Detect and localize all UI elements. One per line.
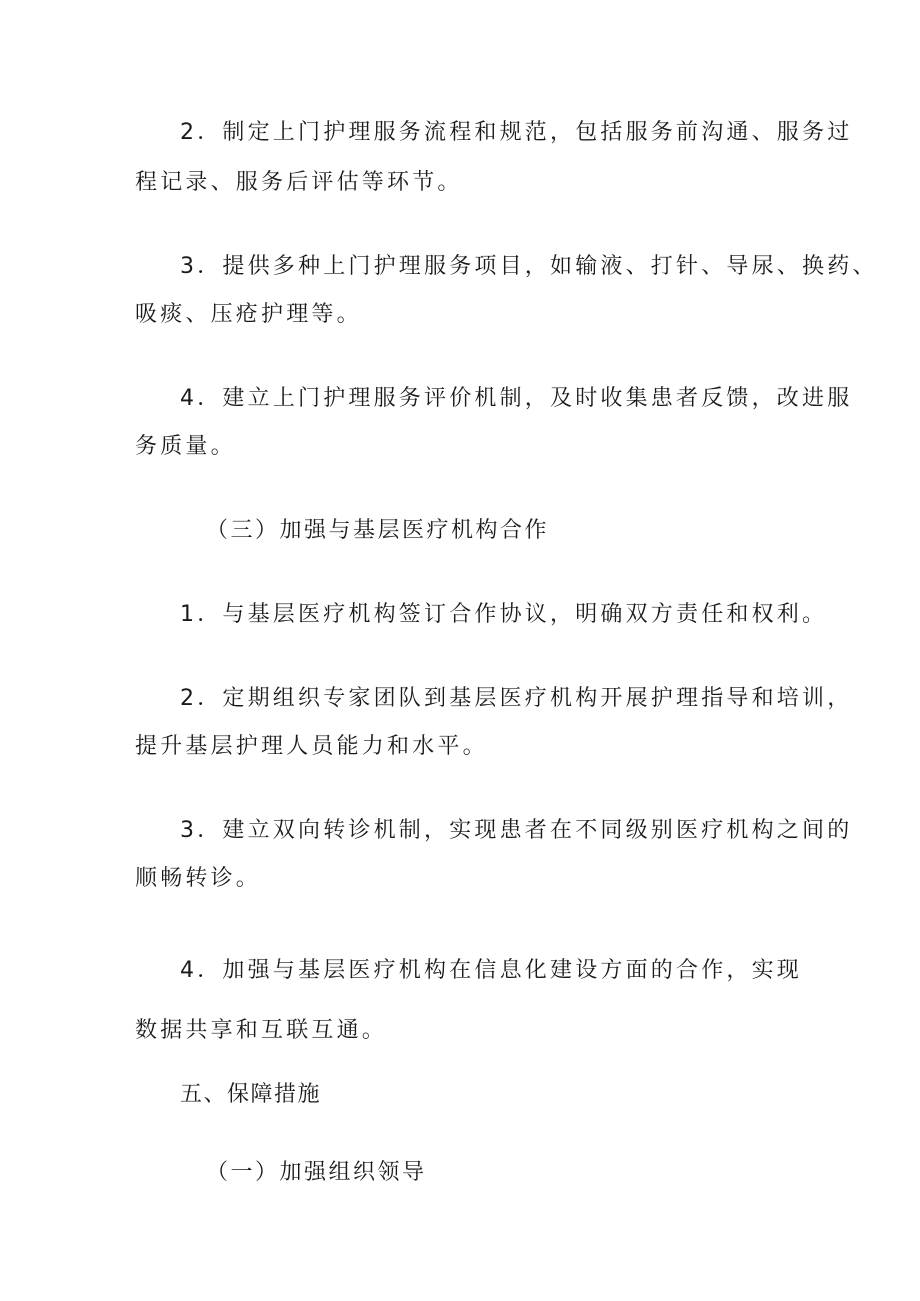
paragraph-3-line-1: 3．提供多种上门护理服务项目，如输液、打针、导尿、换药、	[180, 254, 878, 279]
chapter-heading-5: 五、保障措施	[180, 1082, 322, 1107]
coop-item-4-line-2: 数据共享和互联互通。	[135, 1018, 388, 1043]
paragraph-4-line-1: 4．建立上门护理服务评价机制，及时收集患者反馈，改进服	[180, 386, 853, 411]
coop-item-3-line-2: 顺畅转诊。	[135, 866, 262, 891]
paragraph-2-line-1: 2．制定上门护理服务流程和规范，包括服务前沟通、服务过	[180, 120, 853, 145]
coop-item-1: 1．与基层医疗机构签订合作协议，明确双方责任和权利。	[180, 602, 828, 627]
coop-item-2-line-2: 提升基层护理人员能力和水平。	[135, 734, 488, 759]
coop-item-2-line-1: 2．定期组织专家团队到基层医疗机构开展护理指导和培训，	[180, 686, 853, 711]
paragraph-2-line-2: 程记录、服务后评估等环节。	[135, 170, 463, 195]
coop-item-3-line-1: 3．建立双向转诊机制，实现患者在不同级别医疗机构之间的	[180, 818, 853, 843]
section-heading-1: （一）加强组织领导	[206, 1160, 427, 1185]
section-heading-3: （三）加强与基层医疗机构合作	[206, 518, 550, 543]
paragraph-3-line-2: 吸痰、压疮护理等。	[135, 302, 362, 327]
paragraph-4-line-2: 务质量。	[135, 434, 236, 459]
coop-item-4-line-1: 4．加强与基层医疗机构在信息化建设方面的合作，实现	[180, 958, 802, 983]
